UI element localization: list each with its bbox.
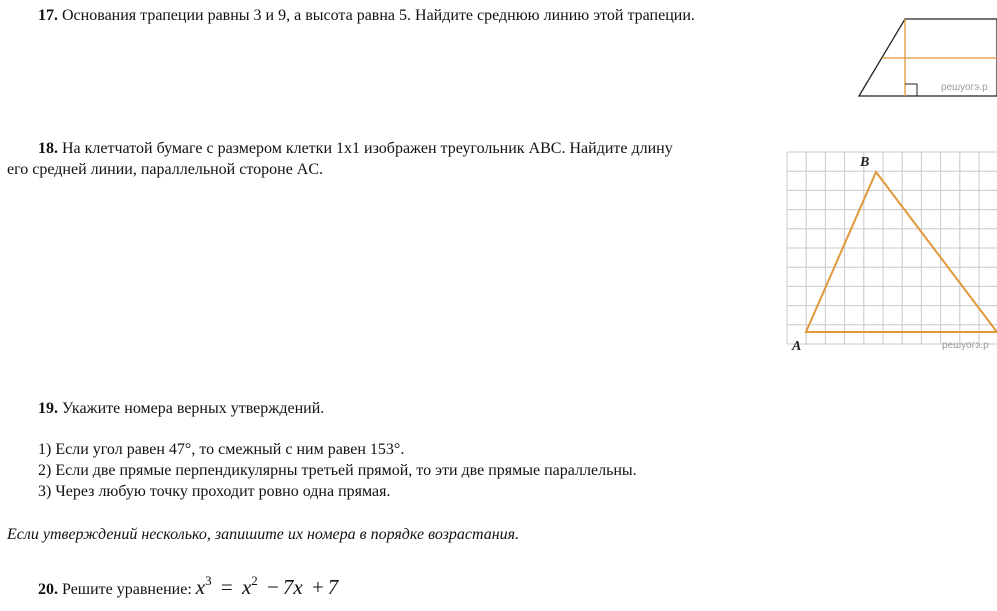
eq-term: 7x [282, 575, 303, 599]
task-18-text-line1: На клетчатой бумаге с размером клетки 1x1 изображен треугольник ABC. Найдите длину [62, 140, 673, 157]
grid-lines [787, 152, 997, 344]
eq-minus: − [267, 575, 279, 599]
eq-x1: x [195, 575, 206, 599]
eq-const: 7 [327, 575, 339, 599]
task-18-number: 18. [38, 140, 58, 157]
task-19-note: Если утверждений несколько, запишите их номера в порядке возрастания. [7, 526, 520, 543]
task-18-line2: его средней линии, параллельной стороне AC. [7, 161, 324, 178]
task-19-number: 19. [38, 400, 58, 417]
task-19 [38, 398, 324, 419]
task-19-statement-1: 1) Если угол равен 47°, то смежный с ним равен 153°. [38, 441, 405, 458]
task-20-text: Решите уравнение: [62, 581, 192, 598]
task-19-statement-3: 3) Через любую точку проходит ровно одна прямая. [38, 483, 391, 500]
task-20 [38, 570, 338, 600]
task-19-statement-2: 2) Если две прямые перпендикулярны третьей прямой, то эти две прямые параллельны. [38, 462, 637, 479]
trapezoid-figure [855, 14, 997, 100]
vertex-label-b: B [860, 155, 870, 170]
eq-plus: + [311, 575, 324, 599]
task-19-text: Укажите номера верных утверждений. [62, 400, 325, 417]
task-17-number: 17. [38, 7, 58, 24]
task-18-line1 [38, 138, 673, 159]
vertex-label-a: A [792, 339, 802, 354]
equation [196, 575, 339, 599]
eq-exp1: 3 [205, 573, 212, 588]
right-angle-mark [905, 84, 917, 96]
task-17 [38, 5, 695, 26]
eq-exp2: 2 [251, 573, 258, 588]
triangle-abc [806, 172, 997, 332]
grid-watermark: решуогэ.р [942, 340, 989, 351]
eq-equals: = [220, 575, 233, 599]
grid-figure [780, 145, 997, 360]
task-20-number: 20. [38, 581, 58, 598]
trapezoid-watermark: решуогэ.р [941, 82, 988, 93]
eq-x2: x [241, 575, 252, 599]
task-17-text: Основания трапеции равны 3 и 9, а высота равна 5. Найдите среднюю линию этой трапеции. [62, 7, 695, 24]
